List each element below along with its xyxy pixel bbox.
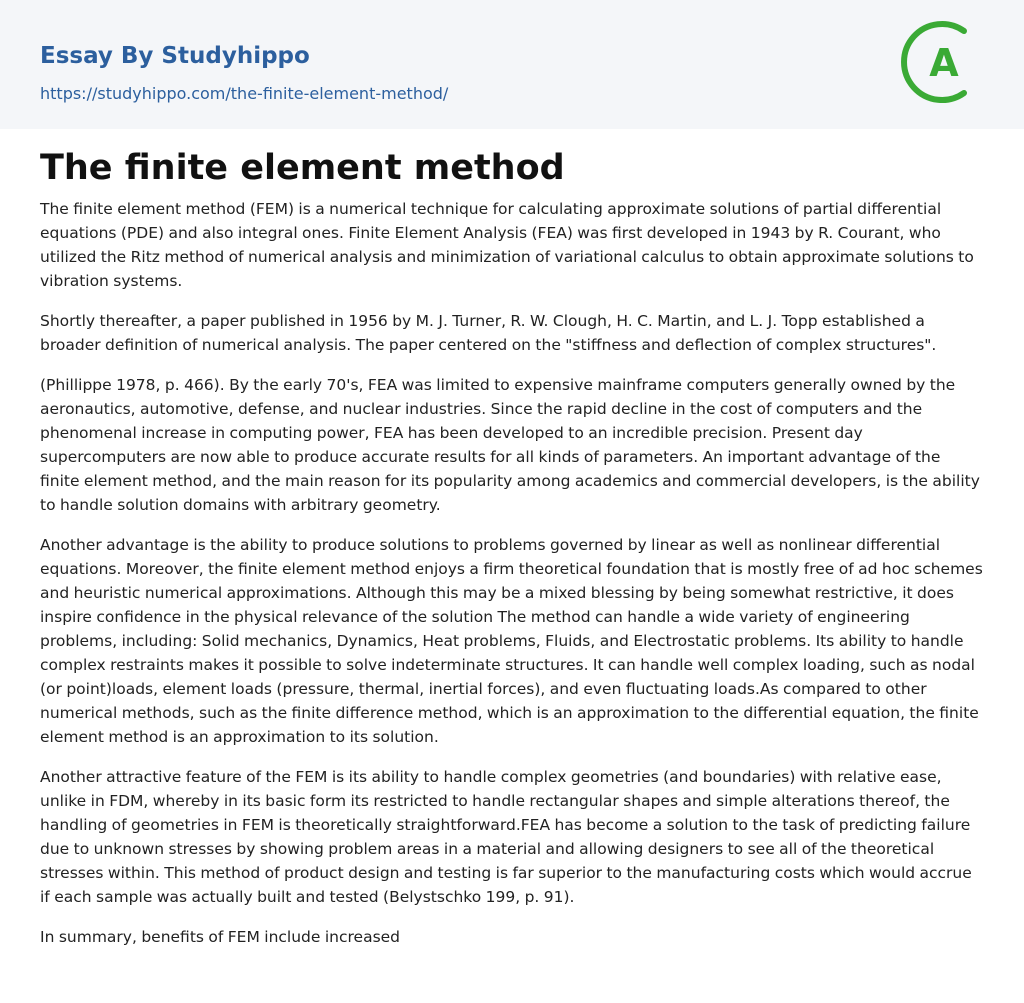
- site-brand[interactable]: Essay By Studyhippo: [40, 43, 310, 69]
- article-paragraph: Another advantage is the ability to produce solutions to problems governed by linear as well as nonlinear differential equations. Moreover, the finite element method enjoys a firm theoretical foundation that is mostly free of ad hoc schemes and heuristic numerical approximations. Although this may be a mixed blessing by being somewhat restrictive, it does inspire confidence in the physical relevance of the solution The method can handle a wide variety of engineering problems, including: Solid mechanics, Dynamics, Heat problems, Fluids, and Electrostatic problems. Its ability to handle complex restraints makes it possible to solve indeterminate structures. It can handle well complex loading, such as nodal (or point)loads, element loads (pressure, thermal, inertial forces), and even fluctuating loads.As compared to other numerical methods, such as the finite difference method, which is an approximation to the differential equation, the finite element method is an approximation to its solution.: [40, 536, 983, 746]
- article-paragraph: In summary, benefits of FEM include increased: [40, 928, 401, 946]
- article-title: The finite element method: [40, 148, 565, 188]
- article-paragraph: Shortly thereafter, a paper published in 1956 by M. J. Turner, R. W. Clough, H. C. Martin, and L. J. Topp established a broader definition of numerical analysis. The paper centered on the "stiffness and deflection of complex structures".: [40, 312, 937, 354]
- article-paragraph: Another attractive feature of the FEM is its ability to handle complex geometries (and boundaries) with relative ease, unlike in FDM, whereby in its basic form its restricted to handle rectangular shapes and simple alterations thereof, the handling of geometries in FEM is theoretically straightforward.FEA has become a solution to the task of predicting failure due to unknown stresses by showing problem areas in a material and allowing designers to see all of the theoretical stresses within. This method of product design and testing is far superior to the manufacturing costs which would accrue if each sample was actually built and tested (Belystschko 199, p. 91).: [40, 768, 972, 906]
- article-paragraph: (Phillippe 1978, p. 466). By the early 70's, FEA was limited to expensive mainframe computers generally owned by the aeronautics, automotive, defense, and nuclear industries. Since the rapid decline in the cost of computers and the phenomenal increase in computing power, FEA has been developed to an incredible precision. Present day supercomputers are now able to produce accurate results for all kinds of parameters. An important advantage of the finite element method, and the main reason for its popularity among academics and commercial developers, is the ability to handle solution domains with arbitrary geometry.: [40, 376, 980, 514]
- article-paragraph: The finite element method (FEM) is a numerical technique for calculating approximate solutions of partial differential equations (PDE) and also integral ones. Finite Element Analysis (FEA) was first developed in 1943 by R. Courant, who utilized the Ritz method of numerical analysis and minimization of variational calculus to obtain approximate solutions to vibration systems.: [40, 200, 974, 290]
- page-header: [0, 0, 1024, 129]
- studyhippo-logo-icon[interactable]: [900, 19, 986, 105]
- logo-letter: A: [929, 41, 959, 85]
- source-url-link[interactable]: https://studyhippo.com/the-finite-element-method/: [40, 84, 449, 103]
- article-body: [0, 129, 1024, 949]
